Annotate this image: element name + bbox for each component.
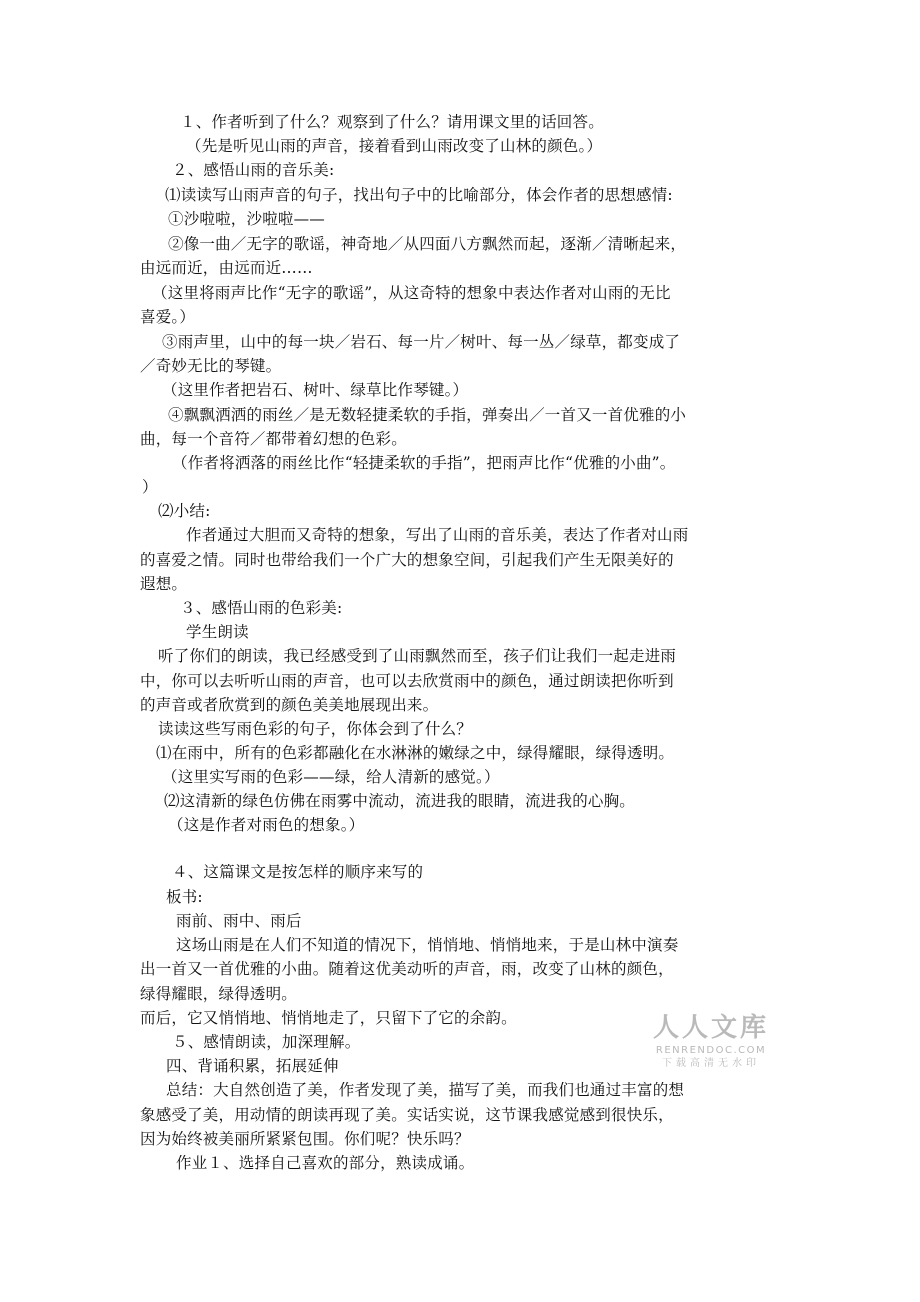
text-line: 的喜爱之情。同时也带给我们一个广大的想象空间，引起我们产生无限美好的 bbox=[140, 551, 674, 569]
text-line: ３、感悟山雨的色彩美: bbox=[180, 599, 343, 617]
text-line: ５、感情朗读，加深理解。 bbox=[172, 1033, 361, 1051]
watermark-subtitle: 下载高清无水印 bbox=[662, 1058, 760, 1069]
text-line: ／奇妙无比的琴键。 bbox=[140, 357, 282, 375]
text-line: （作者将洒落的雨丝比作“轻捷柔软的手指”，把雨声比作“优雅的小曲”。 bbox=[172, 454, 676, 472]
text-line: 曲，每一个音符／都带着幻想的色彩。 bbox=[140, 430, 407, 448]
watermark-url: RENRENDOC.COM bbox=[655, 1045, 767, 1056]
text-line: 板书: bbox=[166, 888, 203, 906]
text-line: ②像一曲／无字的歌谣，神奇地／从四面八方飘然而起，逐渐／清晰起来， bbox=[168, 235, 687, 253]
text-line: ④飘飘洒洒的雨丝／是无数轻捷柔软的手指，弹奏出／一首又一首优雅的小 bbox=[168, 406, 687, 424]
text-line: 四、背诵积累，拓展延伸 bbox=[166, 1057, 339, 1075]
text-line: 因为始终被美丽所紧紧包围。你们呢？快乐吗？ bbox=[140, 1130, 470, 1148]
text-line: 作业１、选择自己喜欢的部分，熟读成诵。 bbox=[176, 1154, 475, 1172]
text-line: 雨前、雨中、雨后 bbox=[176, 912, 302, 930]
text-line: ⑴读读写山雨声音的句子，找出句子中的比喻部分，体会作者的思想感情: bbox=[165, 186, 673, 204]
text-line: 由远而近，由远而近…… bbox=[140, 259, 313, 277]
text-line: 出一首又一首优雅的小曲。随着这优美动听的声音，雨，改变了山林的颜色， bbox=[140, 960, 674, 978]
text-line: （这是作者对雨色的想象。） bbox=[168, 816, 365, 834]
text-line: ４、这篇课文是按怎样的顺序来写的 bbox=[172, 863, 424, 881]
watermark-title: 人人文库 bbox=[652, 1013, 769, 1043]
text-line: ⑵小结: bbox=[158, 502, 211, 520]
text-line: （先是听见山雨的声音，接着看到山雨改变了山林的颜色。） bbox=[186, 137, 603, 155]
text-line: 绿得耀眼，绿得透明。 bbox=[140, 985, 298, 1003]
text-line: ） bbox=[142, 478, 158, 496]
text-line: 而后，它又悄悄地、悄悄地走了，只留下了它的余韵。 bbox=[140, 1009, 517, 1027]
text-line: １、作者听到了什么？观察到了什么？请用课文里的话回答。 bbox=[180, 113, 604, 131]
text-line: ⑵这清新的绿色仿佛在雨雾中流动，流进我的眼睛，流进我的心胸。 bbox=[164, 792, 636, 810]
text-line: 中，你可以去听听山雨的声音，也可以去欣赏雨中的颜色，通过朗读把你听到 bbox=[140, 672, 674, 690]
text-line: 总结：大自然创造了美，作者发现了美，描写了美，而我们也通过丰富的想 bbox=[166, 1081, 685, 1099]
watermark bbox=[646, 1012, 776, 1070]
text-line: （这里作者把岩石、树叶、绿草比作琴键。） bbox=[162, 381, 469, 399]
text-line: 学生朗读 bbox=[186, 623, 249, 641]
text-line: 作者通过大胆而又奇特的想象，写出了山雨的音乐美，表达了作者对山雨 bbox=[186, 526, 689, 544]
text-line: 象感受了美，用动情的朗读再现了美。实话实说，这节课我感觉感到很快乐， bbox=[140, 1106, 674, 1124]
text-line: 读读这些写雨色彩的句子，你体会到了什么？ bbox=[158, 720, 473, 738]
text-line: ２、感悟山雨的音乐美: bbox=[172, 161, 335, 179]
text-line: 遐想。 bbox=[140, 575, 188, 593]
text-line: 喜爱。） bbox=[140, 308, 196, 326]
text-line: 的声音或者欣赏到的颜色美美地展现出来。 bbox=[140, 696, 439, 714]
text-line: ⑴在雨中，所有的色彩都融化在水淋淋的嫩绿之中，绿得耀眼，绿得透明。 bbox=[156, 744, 675, 762]
text-line: （这里实写雨的色彩——绿，给人清新的感觉。） bbox=[162, 768, 500, 786]
text-line: 听了你们的朗读，我已经感受到了山雨飘然而至，孩子们让我们一起走进雨 bbox=[158, 647, 677, 665]
text-line: ①沙啦啦，沙啦啦—— bbox=[168, 210, 326, 228]
text-line: （这里将雨声比作“无字的歌谣”，从这奇特的想象中表达作者对山雨的无比 bbox=[152, 284, 671, 302]
text-line: ③雨声里，山中的每一块／岩石、每一片／树叶、每一丛／绿草，都变成了 bbox=[162, 333, 681, 351]
text-line: 这场山雨是在人们不知道的情况下，悄悄地、悄悄地来，于是山林中演奏 bbox=[176, 936, 679, 954]
